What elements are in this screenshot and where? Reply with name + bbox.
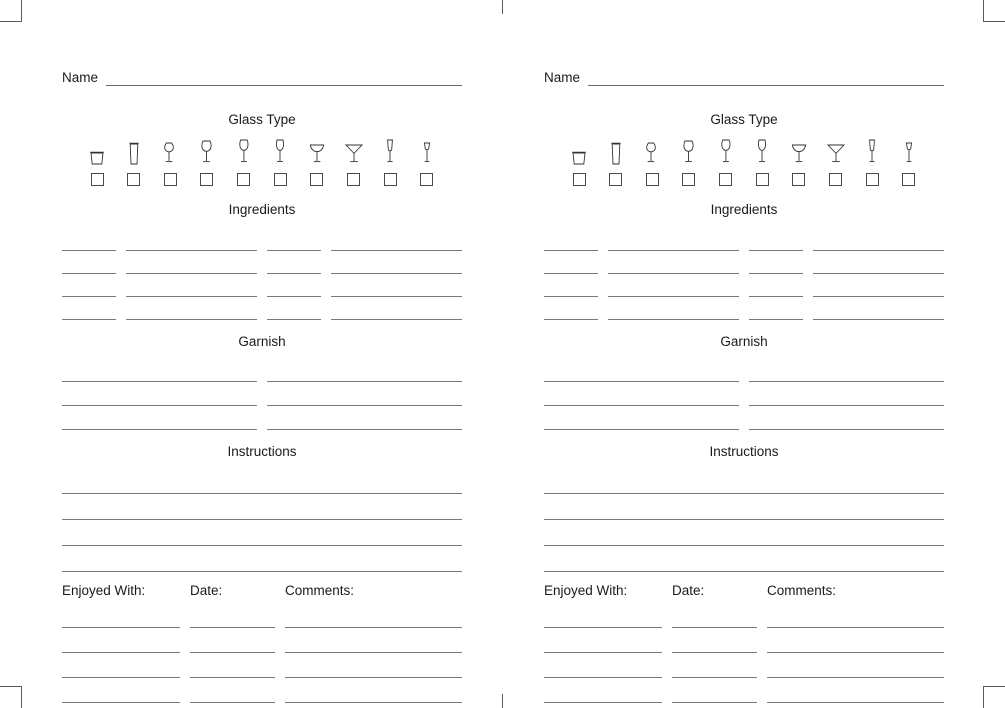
glass-checkbox-cell <box>639 173 665 186</box>
comments-input[interactable] <box>285 603 462 628</box>
wine-glass-icon <box>713 136 739 166</box>
recipe-card-right <box>544 62 944 703</box>
glass-checkbox-cell <box>713 173 739 186</box>
enjoyed-with-input[interactable] <box>62 603 180 628</box>
ingredient-row <box>62 251 462 274</box>
date-input[interactable] <box>672 653 757 678</box>
glass-checkbox-martini[interactable] <box>347 173 360 186</box>
glass-checkbox-cell <box>896 173 922 186</box>
glass-checkbox-cell <box>566 173 592 186</box>
card-footer <box>62 582 462 703</box>
glass-checkbox-wine[interactable] <box>719 173 732 186</box>
glass-checkbox-snifter[interactable] <box>646 173 659 186</box>
coupe-glass-icon <box>304 136 330 166</box>
comments-input[interactable] <box>767 653 944 678</box>
goblet-glass-icon <box>676 136 702 166</box>
glass-type-title: Glass Type <box>228 112 296 127</box>
ingredient-amount-input[interactable] <box>62 297 116 320</box>
name-input[interactable] <box>106 69 462 86</box>
comments-input[interactable] <box>767 628 944 653</box>
glass-checkbox-martini[interactable] <box>829 173 842 186</box>
footer-labels <box>62 582 462 603</box>
glass-checkbox-white-wine[interactable] <box>756 173 769 186</box>
garnish-input[interactable] <box>749 383 944 406</box>
champagne-flute-icon <box>859 136 885 166</box>
ingredient-amount-input[interactable] <box>749 251 803 274</box>
ingredient-row <box>62 274 462 297</box>
ingredient-amount-input[interactable] <box>749 297 803 320</box>
glass-checkbox-cell <box>231 173 257 186</box>
instructions-input[interactable] <box>62 520 462 546</box>
garnish-row <box>62 407 462 431</box>
ingredient-amount-input[interactable] <box>267 228 321 251</box>
enjoyed-with-input[interactable] <box>62 628 180 653</box>
ingredient-name-input[interactable] <box>331 228 462 251</box>
garnish-input[interactable] <box>544 359 739 382</box>
glass-checkbox-cell <box>341 173 367 186</box>
white-wine-glass-icon <box>749 136 775 166</box>
glass-checkbox-coupe[interactable] <box>792 173 805 186</box>
goblet-glass-icon <box>194 136 220 166</box>
date-input[interactable] <box>190 603 275 628</box>
instructions-title: Instructions <box>709 444 779 459</box>
ingredient-amount-input[interactable] <box>267 274 321 297</box>
date-input[interactable] <box>190 678 275 703</box>
ingredient-name-input[interactable] <box>331 251 462 274</box>
comments-input[interactable] <box>767 678 944 703</box>
ingredient-name-input[interactable] <box>126 297 257 320</box>
glass-icon-row <box>544 136 944 166</box>
glass-checkbox-row <box>62 173 462 186</box>
glass-checkbox-rocks[interactable] <box>573 173 586 186</box>
ingredients-title: Ingredients <box>710 202 778 217</box>
glass-checkbox-cell <box>823 173 849 186</box>
recipe-card-left <box>62 62 462 703</box>
name-row <box>62 62 462 86</box>
garnish-row <box>62 359 462 383</box>
garnish-title: Garnish <box>720 334 768 349</box>
comments-label: Comments: <box>285 583 355 598</box>
footer-row <box>62 678 462 703</box>
white-wine-glass-icon <box>267 136 293 166</box>
garnish-grid <box>62 359 462 431</box>
enjoyed-with-label: Enjoyed With: <box>544 583 628 598</box>
ingredient-name-input[interactable] <box>813 228 944 251</box>
glass-icon-row <box>62 136 462 166</box>
instructions-input[interactable] <box>62 494 462 520</box>
ingredient-amount-input[interactable] <box>62 251 116 274</box>
date-label: Date: <box>672 583 705 598</box>
ingredient-amount-input[interactable] <box>62 274 116 297</box>
ingredient-amount-input[interactable] <box>544 297 598 320</box>
ingredient-name-input[interactable] <box>126 274 257 297</box>
glass-checkbox-cell <box>786 173 812 186</box>
footer-row <box>544 653 944 678</box>
enjoyed-with-input[interactable] <box>544 653 662 678</box>
enjoyed-with-label: Enjoyed With: <box>62 583 146 598</box>
glass-checkbox-rocks[interactable] <box>91 173 104 186</box>
martini-glass-icon <box>341 136 367 166</box>
date-input[interactable] <box>190 628 275 653</box>
glass-checkbox-goblet[interactable] <box>200 173 213 186</box>
garnish-input[interactable] <box>62 383 257 406</box>
garnish-input[interactable] <box>749 359 944 382</box>
instructions-input[interactable] <box>544 468 944 494</box>
comments-input[interactable] <box>285 678 462 703</box>
glass-checkbox-cell <box>859 173 885 186</box>
wine-glass-icon <box>231 136 257 166</box>
ingredient-amount-input[interactable] <box>749 274 803 297</box>
highball-glass-icon <box>603 136 629 166</box>
coupe-glass-icon <box>786 136 812 166</box>
ingredient-amount-input[interactable] <box>62 228 116 251</box>
snifter-glass-icon <box>639 136 665 166</box>
garnish-input[interactable] <box>62 407 257 430</box>
ingredient-amount-input[interactable] <box>267 297 321 320</box>
glass-checkbox-cell <box>304 173 330 186</box>
comments-input[interactable] <box>767 603 944 628</box>
enjoyed-with-input[interactable] <box>544 628 662 653</box>
ingredient-name-input[interactable] <box>608 251 739 274</box>
enjoyed-with-input[interactable] <box>544 678 662 703</box>
glass-checkbox-cell <box>267 173 293 186</box>
date-input[interactable] <box>190 653 275 678</box>
footer-row <box>62 603 462 628</box>
glass-checkbox-highball[interactable] <box>609 173 622 186</box>
rocks-glass-icon <box>566 136 592 166</box>
rocks-glass-icon <box>84 136 110 166</box>
instructions-input[interactable] <box>62 546 462 572</box>
date-input[interactable] <box>672 678 757 703</box>
footer-row <box>544 628 944 653</box>
glass-checkbox-cell <box>377 173 403 186</box>
garnish-input[interactable] <box>749 407 944 430</box>
ingredient-name-input[interactable] <box>126 251 257 274</box>
name-row <box>544 62 944 86</box>
glass-type-title: Glass Type <box>710 112 778 127</box>
garnish-input[interactable] <box>544 407 739 430</box>
glass-checkbox-cell <box>676 173 702 186</box>
name-input[interactable] <box>588 69 944 86</box>
glass-checkbox-cell <box>194 173 220 186</box>
glass-checkbox-cell <box>414 173 440 186</box>
ingredient-name-input[interactable] <box>331 274 462 297</box>
footer-labels <box>544 582 944 603</box>
garnish-input[interactable] <box>267 407 462 430</box>
garnish-row <box>62 383 462 407</box>
ingredient-name-input[interactable] <box>608 274 739 297</box>
date-input[interactable] <box>672 603 757 628</box>
card-footer <box>544 582 944 703</box>
glass-checkbox-highball[interactable] <box>127 173 140 186</box>
ingredient-amount-input[interactable] <box>544 251 598 274</box>
ingredient-row <box>544 274 944 297</box>
glass-checkbox-cell <box>749 173 775 186</box>
enjoyed-with-input[interactable] <box>62 678 180 703</box>
garnish-grid <box>544 359 944 431</box>
ingredient-amount-input[interactable] <box>749 228 803 251</box>
glass-checkbox-white-wine[interactable] <box>274 173 287 186</box>
cordial-glass-icon <box>896 136 922 166</box>
footer-row <box>544 603 944 628</box>
ingredient-name-input[interactable] <box>813 274 944 297</box>
name-label: Name <box>62 70 99 85</box>
glass-checkbox-flute[interactable] <box>866 173 879 186</box>
comments-input[interactable] <box>285 628 462 653</box>
ingredient-row <box>544 251 944 274</box>
instructions-input[interactable] <box>544 520 944 546</box>
highball-glass-icon <box>121 136 147 166</box>
garnish-title: Garnish <box>238 334 286 349</box>
garnish-row <box>544 359 944 383</box>
footer-row <box>62 653 462 678</box>
instructions-input[interactable] <box>544 494 944 520</box>
ingredient-amount-input[interactable] <box>267 251 321 274</box>
ingredient-name-input[interactable] <box>608 297 739 320</box>
ingredients-grid <box>62 228 462 320</box>
champagne-flute-icon <box>377 136 403 166</box>
enjoyed-with-input[interactable] <box>62 653 180 678</box>
ingredients-grid <box>544 228 944 320</box>
ingredient-row <box>62 297 462 320</box>
glass-checkbox-cordial[interactable] <box>902 173 915 186</box>
footer-row <box>544 678 944 703</box>
glass-checkbox-snifter[interactable] <box>164 173 177 186</box>
garnish-row <box>544 407 944 431</box>
ingredient-row <box>62 228 462 251</box>
garnish-input[interactable] <box>544 383 739 406</box>
enjoyed-with-input[interactable] <box>544 603 662 628</box>
glass-checkbox-cell <box>157 173 183 186</box>
ingredient-name-input[interactable] <box>331 297 462 320</box>
martini-glass-icon <box>823 136 849 166</box>
ingredient-name-input[interactable] <box>608 228 739 251</box>
ingredient-name-input[interactable] <box>813 297 944 320</box>
footer-row <box>62 628 462 653</box>
snifter-glass-icon <box>157 136 183 166</box>
date-label: Date: <box>190 583 223 598</box>
date-input[interactable] <box>672 628 757 653</box>
ingredient-row <box>544 228 944 251</box>
garnish-input[interactable] <box>267 383 462 406</box>
cordial-glass-icon <box>414 136 440 166</box>
garnish-row <box>544 383 944 407</box>
comments-label: Comments: <box>767 583 837 598</box>
garnish-input[interactable] <box>267 359 462 382</box>
instructions-lines <box>62 468 462 572</box>
ingredient-name-input[interactable] <box>126 228 257 251</box>
glass-checkbox-flute[interactable] <box>384 173 397 186</box>
comments-input[interactable] <box>285 653 462 678</box>
glass-checkbox-cell <box>84 173 110 186</box>
instructions-title: Instructions <box>227 444 297 459</box>
ingredients-title: Ingredients <box>228 202 296 217</box>
ingredient-row <box>544 297 944 320</box>
instructions-lines <box>544 468 944 572</box>
ingredient-amount-input[interactable] <box>544 274 598 297</box>
ingredient-amount-input[interactable] <box>544 228 598 251</box>
glass-checkbox-cell <box>121 173 147 186</box>
garnish-input[interactable] <box>62 359 257 382</box>
glass-checkbox-goblet[interactable] <box>682 173 695 186</box>
glass-checkbox-row <box>544 173 944 186</box>
glass-checkbox-cell <box>603 173 629 186</box>
name-label: Name <box>544 70 581 85</box>
ingredient-name-input[interactable] <box>813 251 944 274</box>
instructions-input[interactable] <box>62 468 462 494</box>
glass-checkbox-cordial[interactable] <box>420 173 433 186</box>
glass-checkbox-coupe[interactable] <box>310 173 323 186</box>
glass-checkbox-wine[interactable] <box>237 173 250 186</box>
instructions-input[interactable] <box>544 546 944 572</box>
